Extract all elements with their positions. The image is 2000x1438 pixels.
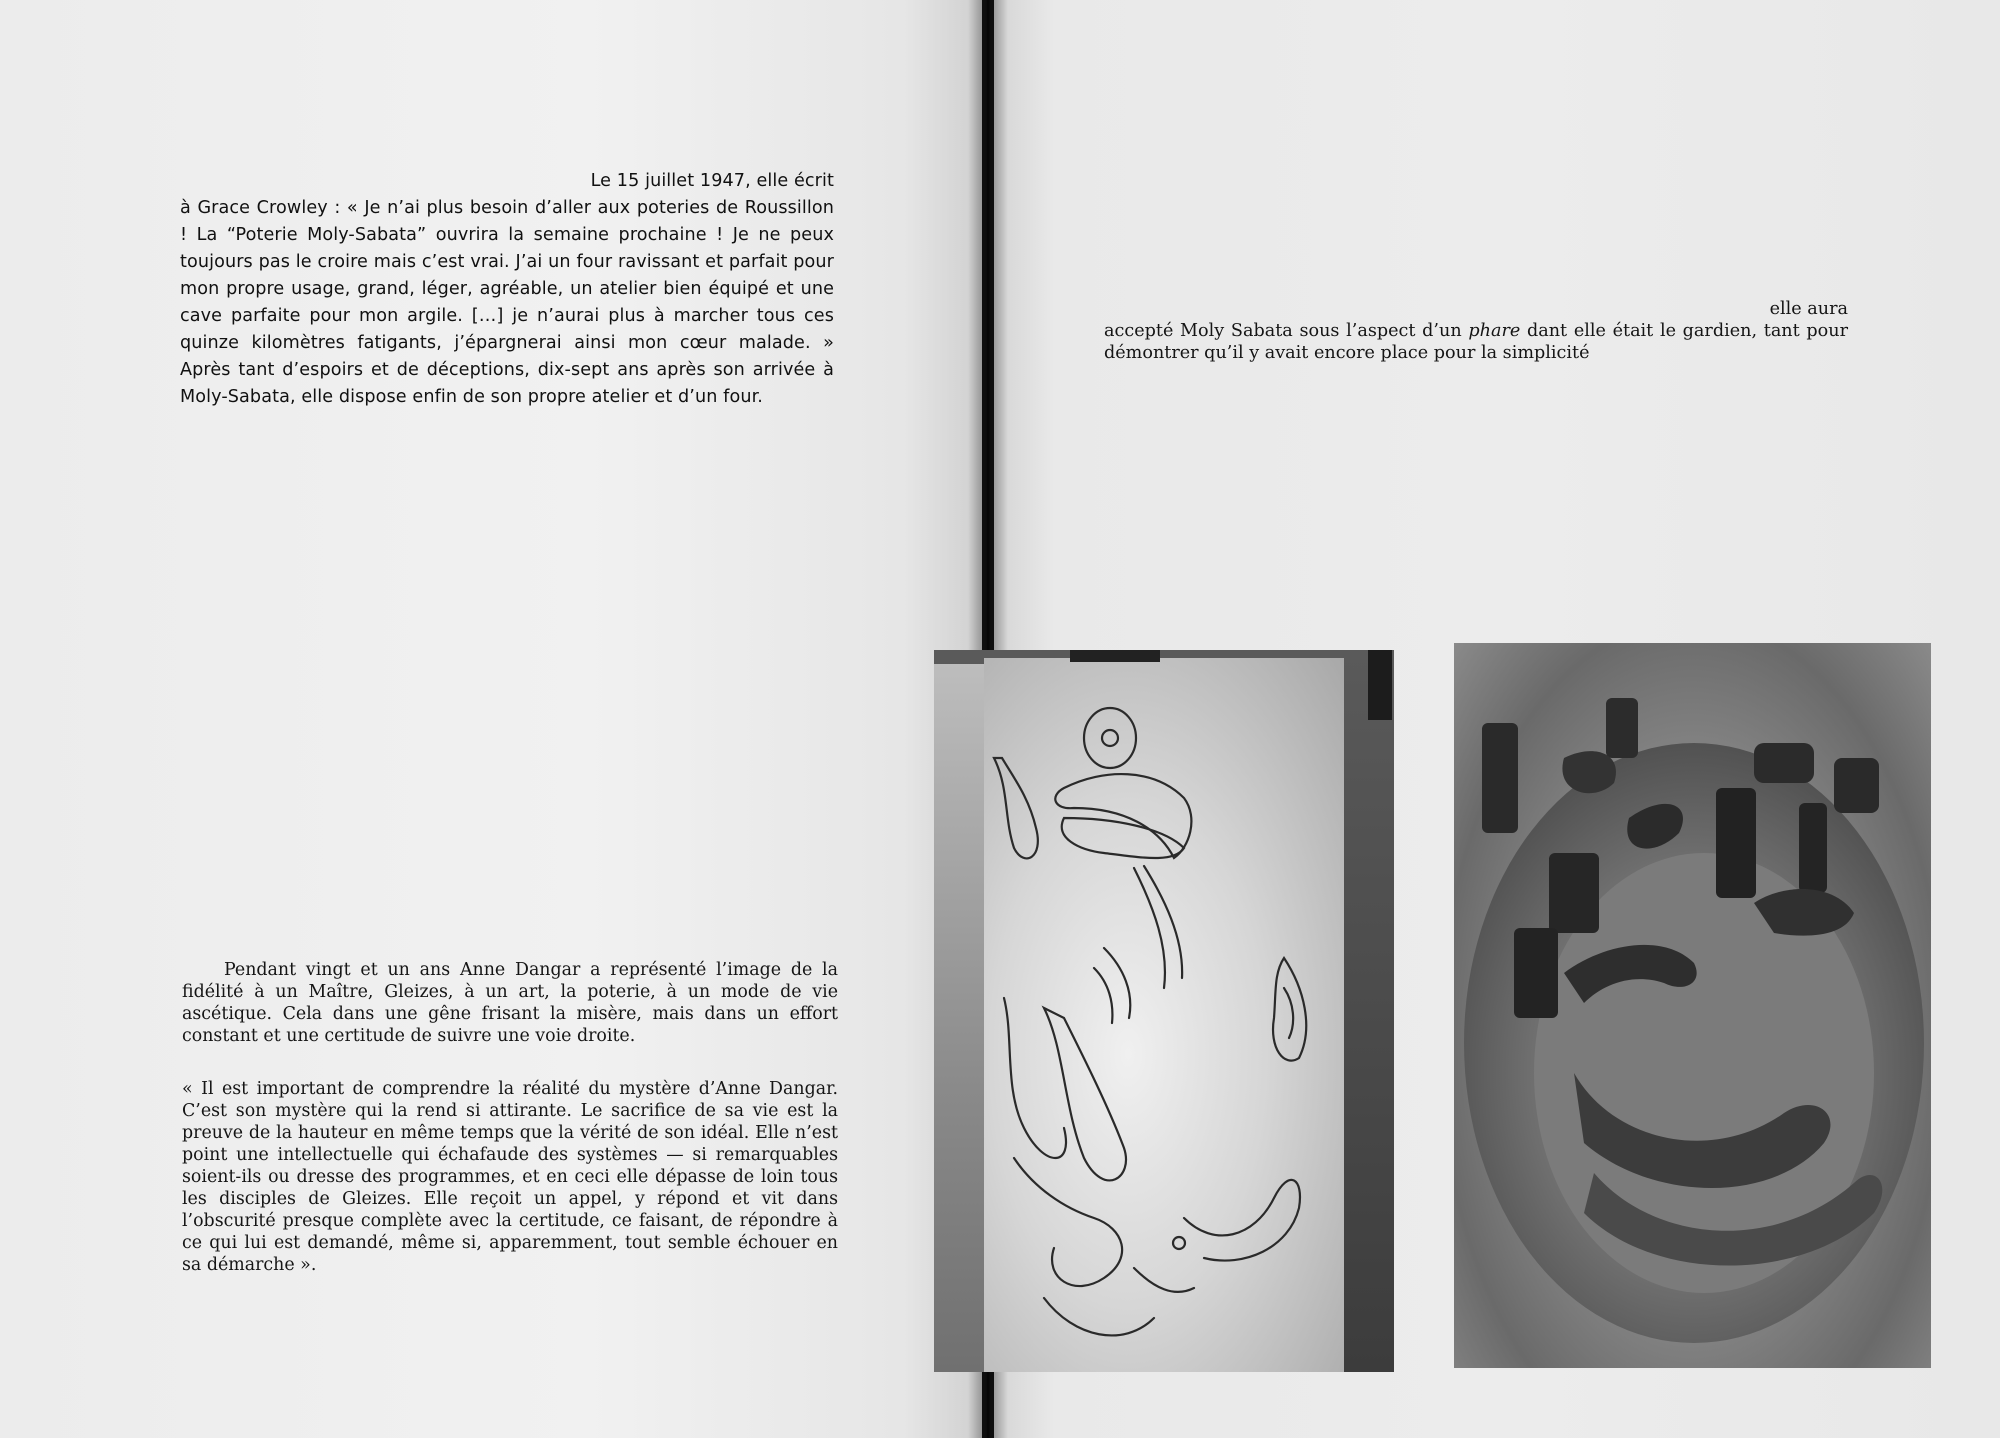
letter-excerpt <box>180 168 834 411</box>
drawing-sheet <box>984 658 1344 1372</box>
letter-date-line: Le 15 juillet 1947, elle écrit <box>590 171 834 191</box>
serif-paragraph-1-text: Pendant vingt et un ans Anne Dangar a représenté l’image de la fidélité à un Maître, Gleizes, à un art, la poterie, à un mode de vie ascétique. Cela dans une gêne frisant la misère, mais dans un effort constant et une certitude de suivre une voie droite. <box>182 960 838 1046</box>
ceramic-sculpture-illustration <box>1454 643 1931 1368</box>
serif-paragraph-1 <box>182 959 838 1047</box>
corner-mark <box>1368 650 1392 720</box>
ceramic-sculpture-photo <box>1454 643 1931 1368</box>
tape-mark <box>1070 650 1160 662</box>
line-drawing-illustration <box>984 658 1344 1372</box>
right-page-text <box>1104 298 1848 364</box>
photo-edge-strip <box>934 664 986 1372</box>
letter-excerpt-body: à Grace Crowley : « Je n’ai plus besoin d’aller aux poteries de Roussillon ! La “Poterie Moly-Sabata” ouvrira la semaine prochaine ! Je ne peux toujours pas le croire mais c’est vrai. J’ai un four ravissant et parfait pour mon propre usage, grand, léger, agréable, un atelier bien équipé et une cave parfaite pour mon argile. […] je n’aurai plus à marcher tous ces quinze kilomètres fatigants, j’épargnerai ainsi mon cœur malade. » Après tant d’espoirs et de déceptions, dix-sept ans après son arrivée à Moly-Sabata, elle dispose enfin de son propre atelier et d’un four. <box>180 198 834 407</box>
serif-paragraph-2 <box>182 1078 838 1276</box>
right-text-italic: phare <box>1468 321 1521 341</box>
right-text-part-1: accepté Moly Sabata sous l’aspect d’un <box>1104 321 1469 341</box>
serif-paragraph-2-text: « Il est important de comprendre la réalité du mystère d’Anne Dangar. C’est son mystère qui la rend si attirante. Le sacrifice de sa vie est la preuve de la hauteur en même temps que la vérité de son idéal. Elle n’est point une intellectuelle qui échafaude des systèmes — si remarquables soient-ils ou dresse des programmes, et en ceci elle dépasse de loin tous les disciples de Gleizes. Elle reçoit un appel, y répond et vit dans l’obscurité presque complète avec la certitude, ce faisant, de répondre à ce qui lui est demandé, même si, apparemment, tout semble échouer en sa démarche ». <box>182 1079 838 1275</box>
left-page <box>0 0 982 1438</box>
right-text-first-line: elle aura <box>1769 299 1848 319</box>
right-text-part-2: dant elle était le gardien, tant pour démontrer qu’il y avait encore place pour la simplicité <box>1104 321 1849 363</box>
line-drawing-photo <box>934 650 1394 1372</box>
